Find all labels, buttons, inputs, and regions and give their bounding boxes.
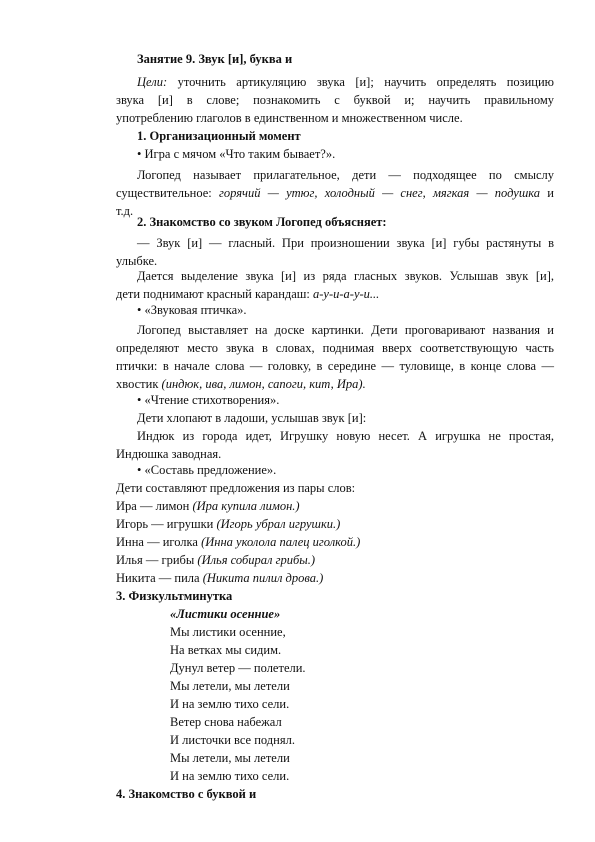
s1-text-line-2: существительное: горячий — утюг, холодный — снег, мягкая — подушка и: [116, 186, 554, 200]
goals-line-2: звука [и] в слове; познакомить с буквой и; научить правильному: [116, 93, 554, 107]
game4-intro: Дети составляют предложения из пары слов:: [116, 481, 356, 495]
poem-line: И листочки все поднял.: [170, 733, 295, 747]
section-3-heading: 3. Физкультминутка: [116, 589, 233, 603]
s1-text-line-3: т.д.: [116, 204, 134, 218]
s1-text-line-1: Логопед называет прилагательное, дети — подходящее по смыслу: [137, 168, 554, 182]
s2-text-line-4: дети поднимают красный карандаш: а-у-и-а-у-и...: [116, 287, 380, 301]
poem-line: Ветер снова набежал: [170, 715, 282, 729]
goals-line-1: Цели: уточнить артикуляцию звука [и]; научить определять позицию: [137, 75, 555, 89]
game2-text-line-1: Логопед выставляет на доске картинки. Дети проговаривают названия и: [137, 323, 554, 337]
pair-item: Инна — иголка (Инна уколола палец иголкой.): [116, 535, 361, 549]
poem-title: «Листики осенние»: [170, 607, 281, 621]
section-4-heading: 4. Знакомство с буквой и: [116, 787, 257, 801]
game2-text-line-4: хвостик (индюк, ива, лимон, сапоги, кит, Ира).: [116, 377, 366, 391]
game3-text-line-3: Индюшка заводная.: [116, 447, 222, 461]
game-1-title: • Игра с мячом «Что таким бывает?».: [137, 147, 336, 161]
game3-text-line-1: Дети хлопают в ладоши, услышав звук [и]:: [137, 411, 367, 425]
s2-text-line-2: улыбке.: [116, 254, 158, 268]
pair-item: Ира — лимон (Ира купила лимон.): [116, 499, 300, 513]
s2-text-line-1: — Звук [и] — гласный. При произношении звука [и] губы растянуты в: [137, 236, 554, 250]
poem-line: И на землю тихо сели.: [170, 769, 290, 783]
poem-line: Мы летели, мы летели: [170, 751, 290, 765]
s2-text-line-3: Дается выделение звука [и] из ряда гласных звуков. Услышав звук [и],: [137, 269, 554, 283]
section-2-heading: 2. Знакомство со звуком Логопед объясняет:: [137, 215, 387, 229]
section-1-heading: 1. Организационный момент: [137, 129, 301, 143]
game3-text-line-2: Индюк из города идет, Игрушку новую несет. А игрушка не простая,: [137, 429, 554, 443]
poem-line: Мы листики осенние,: [170, 625, 286, 639]
game-4-title: • «Составь предложение».: [137, 463, 277, 477]
game2-text-line-3: птички: в начале слова — головку, в середине — туловище, в конце слова —: [116, 359, 554, 373]
poem-line: И на землю тихо сели.: [170, 697, 290, 711]
goals-label: Цели:: [137, 75, 168, 89]
goals-line-3: употреблению глаголов в единственном и множественном числе.: [116, 111, 463, 125]
poem-line: Мы летели, мы летели: [170, 679, 290, 693]
game-2-title: • «Звуковая птичка».: [137, 303, 247, 317]
game-3-title: • «Чтение стихотворения».: [137, 393, 280, 407]
game2-text-line-2: определяют место звука в словах, поднимая вверх соответствующую часть: [116, 341, 554, 355]
pair-item: Илья — грибы (Илья собирал грибы.): [116, 553, 316, 567]
poem-line: Дунул ветер — полетели.: [170, 661, 306, 675]
poem-line: На ветках мы сидим.: [170, 643, 282, 657]
pair-item: Игорь — игрушки (Игорь убрал игрушки.): [116, 517, 341, 531]
lesson-title: Занятие 9. Звук [и], буква и: [137, 52, 293, 66]
pair-item: Никита — пила (Никита пилил дрова.): [116, 571, 324, 585]
